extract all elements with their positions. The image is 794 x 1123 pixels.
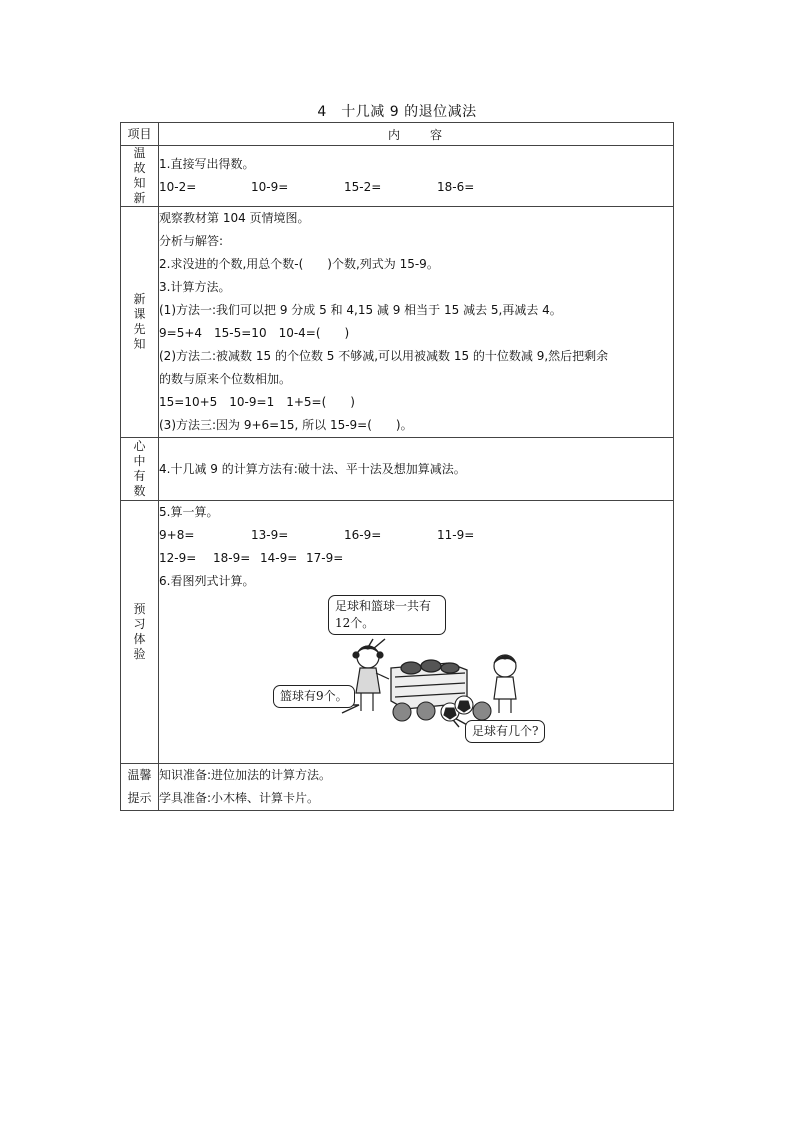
text-line: 15=10+5 10-9=1 1+5=( ) [159, 395, 355, 409]
problem: 14-9= [260, 551, 298, 565]
table-header-row [121, 123, 674, 146]
new-lesson-content [159, 207, 674, 438]
summary-content [159, 438, 674, 501]
bubble-total: 足球和篮球一共有12个。 [328, 595, 446, 635]
text-line: 3.计算方法。 [159, 280, 231, 294]
review-content [159, 146, 674, 207]
review-row [121, 146, 674, 207]
bubble-question: 足球有几个? [465, 720, 545, 743]
problem: 18-9= [213, 551, 251, 565]
bubble-basketball: 篮球有9个。 [273, 685, 355, 708]
practice-label: 预 习 体 验 [121, 501, 159, 764]
tip-knowledge: 知识准备:进位加法的计算方法。 [159, 768, 332, 782]
review-label: 温 故 知 新 [121, 146, 159, 207]
practice-row-1 [159, 524, 673, 547]
review-heading: 1.直接写出得数。 [159, 157, 255, 171]
header-content: 内 容 [159, 123, 674, 146]
practice-row-2 [159, 547, 673, 570]
tips-content [159, 764, 674, 811]
practice-heading-6: 6.看图列式计算。 [159, 574, 255, 588]
header-item: 项目 [121, 123, 159, 146]
new-lesson-label: 新 课 先 知 [121, 207, 159, 438]
text-line: (3)方法三:因为 9+6=15, 所以 15-9=( )。 [159, 418, 413, 432]
girl-figure [353, 646, 389, 711]
practice-content [159, 501, 674, 764]
problem: 13-9= [251, 528, 289, 542]
text-line: 观察教材第 104 页情境图。 [159, 211, 310, 225]
problem: 16-9= [344, 528, 382, 542]
lesson-table [120, 122, 674, 811]
tips-row [121, 764, 674, 811]
problem: 10-2= [159, 180, 197, 194]
problem: 15-2= [344, 180, 382, 194]
problem: 18-6= [437, 180, 475, 194]
text-line: 分析与解答: [159, 234, 224, 248]
text-line: 的数与原来个位数相加。 [159, 372, 292, 386]
summary-row [121, 438, 674, 501]
problem: 17-9= [306, 551, 344, 565]
page-title: 4 十几减 9 的退位减法 [317, 104, 477, 120]
boy-figure [494, 655, 516, 713]
text-line: 2.求没进的个数,用总个数-( )个数,列式为 15-9。 [159, 257, 439, 271]
review-problems [159, 176, 673, 199]
summary-label: 心 中 有 数 [121, 438, 159, 501]
practice-heading-5: 5.算一算。 [159, 505, 219, 519]
illustration [159, 593, 673, 763]
text-line: (2)方法二:被减数 15 的个位数 5 不够减,可以用被减数 15 的十位数减 9,然后把剩余 [159, 349, 609, 363]
problem: 12-9= [159, 551, 197, 565]
practice-row [121, 501, 674, 764]
problem: 9+8= [159, 528, 195, 542]
problem: 11-9= [437, 528, 475, 542]
tips-label: 温馨 提示 [121, 764, 159, 811]
text-line: 9=5+4 15-5=10 10-4=( ) [159, 326, 350, 340]
tip-tools: 学具准备:小木棒、计算卡片。 [159, 791, 320, 805]
new-lesson-row [121, 207, 674, 438]
summary-text: 4.十几减 9 的计算方法有:破十法、平十法及想加算减法。 [159, 461, 466, 476]
problem: 10-9= [251, 180, 289, 194]
text-line: (1)方法一:我们可以把 9 分成 5 和 4,15 减 9 相当于 15 减去 5,再减去 4。 [159, 303, 562, 317]
